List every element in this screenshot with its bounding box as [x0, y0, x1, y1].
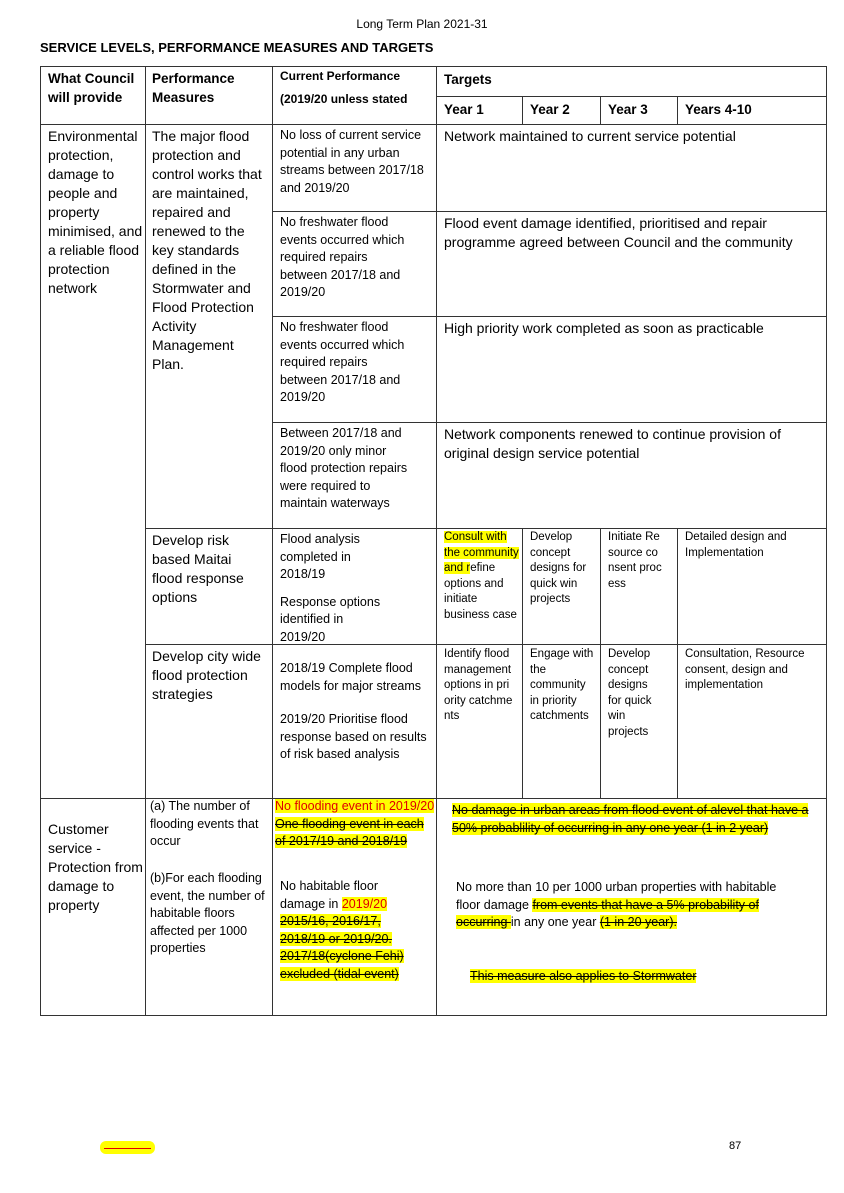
col-header-current-label: Current Performance — [280, 69, 401, 83]
col-header-current-sub: (2019/20 unless stated — [280, 92, 408, 106]
current-habitable-floors-year: 2019/20 — [341, 896, 388, 911]
risk-year1 — [444, 530, 520, 624]
current-row-4: Between 2017/18 and 2019/20 only minor flood protection repairs were required to maintain waterways — [280, 426, 408, 510]
measure-risk-maitai: Develop risk based Maitai flood response options — [152, 532, 244, 605]
current-risk — [280, 531, 385, 646]
col-header-measures: Performance Measures — [152, 71, 235, 105]
current-row-2: No freshwater flood events occurred which required repairs between 2017/18 and 2019/20 — [280, 215, 405, 299]
citywide-year3: Develop concept designs for quick win projects — [608, 648, 652, 738]
current-flood-events-old: One flooding event in each of 2017/19 and 2018/19 — [275, 816, 424, 848]
what-customer-service: Customer service - Protection from damage to property — [48, 821, 143, 913]
current-flood-events-new: No flooding event in 2019/20 — [275, 799, 435, 813]
target-row-2: Flood event damage identified, prioritised and repair programme agreed between Council and the community — [444, 215, 793, 250]
target-no-damage-old — [452, 802, 822, 837]
current-habitable-floors — [280, 878, 420, 983]
measure-b-habitable-floors: (b)For each flooding event, the number of habitable floors affected per 1000 properties — [150, 871, 265, 955]
target-habitable-floors-struck: from events that have a 5% probability of occurring — [456, 897, 759, 929]
measure-a-flood-events: (a) The number of flooding events that occur — [150, 799, 259, 848]
section-title: SERVICE LEVELS, PERFORMANCE MEASURES AND TARGETS — [40, 40, 434, 55]
col-header-what: What Council will provide — [48, 71, 135, 105]
col-header-targets: Targets — [444, 72, 492, 87]
current-row-1: No loss of current service potential in any urban streams between 2017/18 and 2019/20 — [280, 128, 424, 195]
target-row-1: Network maintained to current service potential — [444, 128, 736, 144]
target-row-4: Network components renewed to continue provision of original design service potential — [444, 426, 781, 461]
footer-highlight-mark — [100, 1141, 155, 1154]
current-habitable-floors-text: No habitable floor damage in — [280, 879, 378, 911]
target-habitable-floors — [456, 879, 786, 932]
col-header-current — [280, 68, 432, 108]
risk-year1-highlight: Consult with the community and r — [444, 531, 519, 575]
citywide-year1: Identify flood management options in priority catchments — [444, 648, 513, 723]
risk-year2: Develop concept designs for quick win projects — [530, 531, 587, 606]
current-citywide-prioritise: 2019/20 Prioritise flood response based on results of risk based analysis — [280, 712, 427, 761]
col-header-years-4-10: Years 4-10 — [685, 102, 752, 117]
citywide-year2: Engage with the community in priority catchments — [530, 648, 594, 723]
target-no-damage-old-text: No damage in urban areas from flood event of alevel that have a 50% probablility of occurring in any one year (1 in 2 year) — [452, 803, 809, 835]
current-citywide-models: 2018/19 Complete flood models for major streams — [280, 661, 422, 693]
target-habitable-floors-struck-2: (1 in 20 year). — [599, 915, 677, 929]
risk-year1-rest: efine options and initiate business case — [444, 562, 517, 621]
risk-year3: Initiate Resource consent process — [608, 531, 662, 590]
risk-years-4-10: Detailed design and Implementation — [685, 531, 787, 559]
target-habitable-floors-text: No more than 10 per 1000 urban properties with habitable floor damage — [456, 880, 777, 912]
measure-citywide: Develop city wide flood protection strategies — [152, 648, 261, 702]
target-row-3: High priority work completed as soon as practicable — [444, 320, 764, 336]
target-stormwater-note-text: This measure also applies to Stormwater — [470, 969, 697, 983]
current-risk-options: Response options identified in 2019/20 — [280, 594, 381, 644]
current-habitable-floors-old: 2015/16, 2016/17, 2018/19 or 2019/20. 2017/18(cyclone Fehi) excluded (tidal event) — [280, 914, 404, 981]
current-flood-events — [275, 798, 435, 851]
target-stormwater-note — [470, 968, 810, 986]
current-row-3: No freshwater flood events occurred which required repairs between 2017/18 and 2019/20 — [280, 320, 405, 404]
what-environmental: Environmental protection, damage to people and property minimised, and a reliable flood protection network — [48, 128, 143, 296]
measure-major-flood-works: The major flood protection and control works that are maintained, repaired and renewed to the key standards defined in the Stormwater and Flood Protection Activity Management Plan. — [152, 128, 262, 372]
target-habitable-floors-mid: in any one year — [510, 915, 600, 929]
col-header-year1: Year 1 — [444, 102, 484, 117]
document-header: Long Term Plan 2021-31 — [356, 17, 488, 31]
current-risk-analysis: Flood analysis completed in 2018/19 — [280, 532, 360, 581]
col-header-year3: Year 3 — [608, 102, 648, 117]
page-number: 87 — [729, 1140, 742, 1152]
current-citywide — [280, 660, 430, 764]
col-header-year2: Year 2 — [530, 102, 570, 117]
citywide-years-4-10: Consultation, Resource consent, design and implementation — [685, 648, 805, 692]
